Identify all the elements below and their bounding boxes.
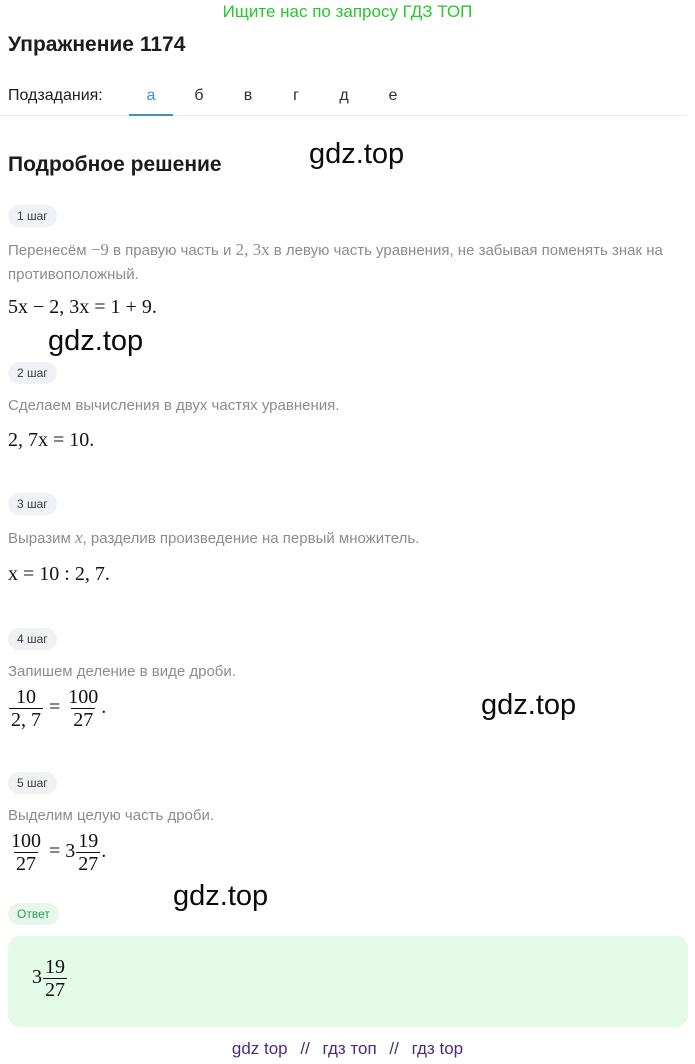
answer-badge: Ответ bbox=[8, 903, 59, 925]
tab-subtask-d[interactable]: д bbox=[339, 87, 349, 104]
watermark: gdz.top bbox=[309, 138, 405, 170]
page-title: Упражнение 1174 bbox=[8, 33, 186, 56]
promo-banner: Ищите нас по запросу ГДЗ ТОП bbox=[222, 2, 473, 21]
tab-subtask-a[interactable]: а bbox=[129, 80, 173, 116]
answer-value: 3 $\frac{19}{27}$ bbox=[32, 956, 65, 1001]
step-2-badge: 2 шаг bbox=[8, 362, 57, 384]
step-1-badge: 1 шаг bbox=[8, 205, 57, 227]
watermark: gdz.top bbox=[481, 689, 577, 721]
step-1-text: Перенесём −9 в правую часть и 2, 3x в левую часть уравнения, не забывая поменять знак на противоположный. bbox=[8, 240, 663, 283]
step-1-equation: 5x − 2, 3x = 1 + 9. bbox=[8, 296, 157, 318]
step-2-text: Сделаем вычисления в двух частях уравнения. bbox=[8, 397, 340, 414]
fraction: $\frac{100}{27}$ bbox=[11, 830, 41, 875]
footer-separator: // bbox=[389, 1039, 399, 1058]
subtasks-tabbar bbox=[0, 80, 687, 116]
tab-subtask-g[interactable]: г bbox=[293, 87, 299, 104]
step-3-text: Выразим x, разделив произведение на первый множитель. bbox=[8, 528, 420, 547]
step-4-badge: 4 шаг bbox=[8, 628, 57, 650]
footer-separator: // bbox=[300, 1039, 310, 1058]
tab-subtask-e[interactable]: е bbox=[388, 87, 398, 104]
step-3-badge: 3 шаг bbox=[8, 493, 57, 515]
footer-link-gdz-top-mixed[interactable]: гдз top bbox=[411, 1039, 464, 1058]
fraction: $\frac{10}{2, 7}$ bbox=[11, 686, 41, 731]
answer-box bbox=[8, 936, 688, 1027]
subtasks-label: Подзадания: bbox=[8, 87, 103, 104]
footer-link-gdz-top[interactable]: gdz top bbox=[231, 1039, 288, 1058]
watermark: gdz.top bbox=[173, 880, 269, 912]
fraction: $\frac{100}{27}$ bbox=[68, 686, 99, 731]
fraction: $\frac{19}{27}$ bbox=[45, 956, 65, 1001]
tab-subtask-b[interactable]: б bbox=[194, 87, 204, 104]
step-5-equation: $\frac{100}{27}$ = 3 $\frac{19}{27}$ . bbox=[11, 830, 107, 875]
footer-link-gdz-top-ru[interactable]: гдз топ bbox=[322, 1039, 377, 1058]
step-4-text: Запишем деление в виде дроби. bbox=[8, 663, 236, 680]
step-4-equation: $\frac{10}{2, 7}$ = $\frac{100}{27}$ . bbox=[11, 686, 107, 731]
fraction: $\frac{19}{27}$ bbox=[78, 830, 99, 875]
step-2-equation: 2, 7x = 10. bbox=[8, 429, 95, 451]
watermark: gdz.top bbox=[48, 325, 144, 357]
tab-subtask-v[interactable]: в bbox=[243, 87, 253, 104]
step-5-text: Выделим целую часть дроби. bbox=[8, 807, 215, 824]
step-3-equation: x = 10 : 2, 7. bbox=[8, 563, 110, 585]
footer-links bbox=[0, 1039, 695, 1059]
step-5-badge: 5 шаг bbox=[8, 772, 57, 794]
section-title: Подробное решение bbox=[8, 153, 222, 176]
